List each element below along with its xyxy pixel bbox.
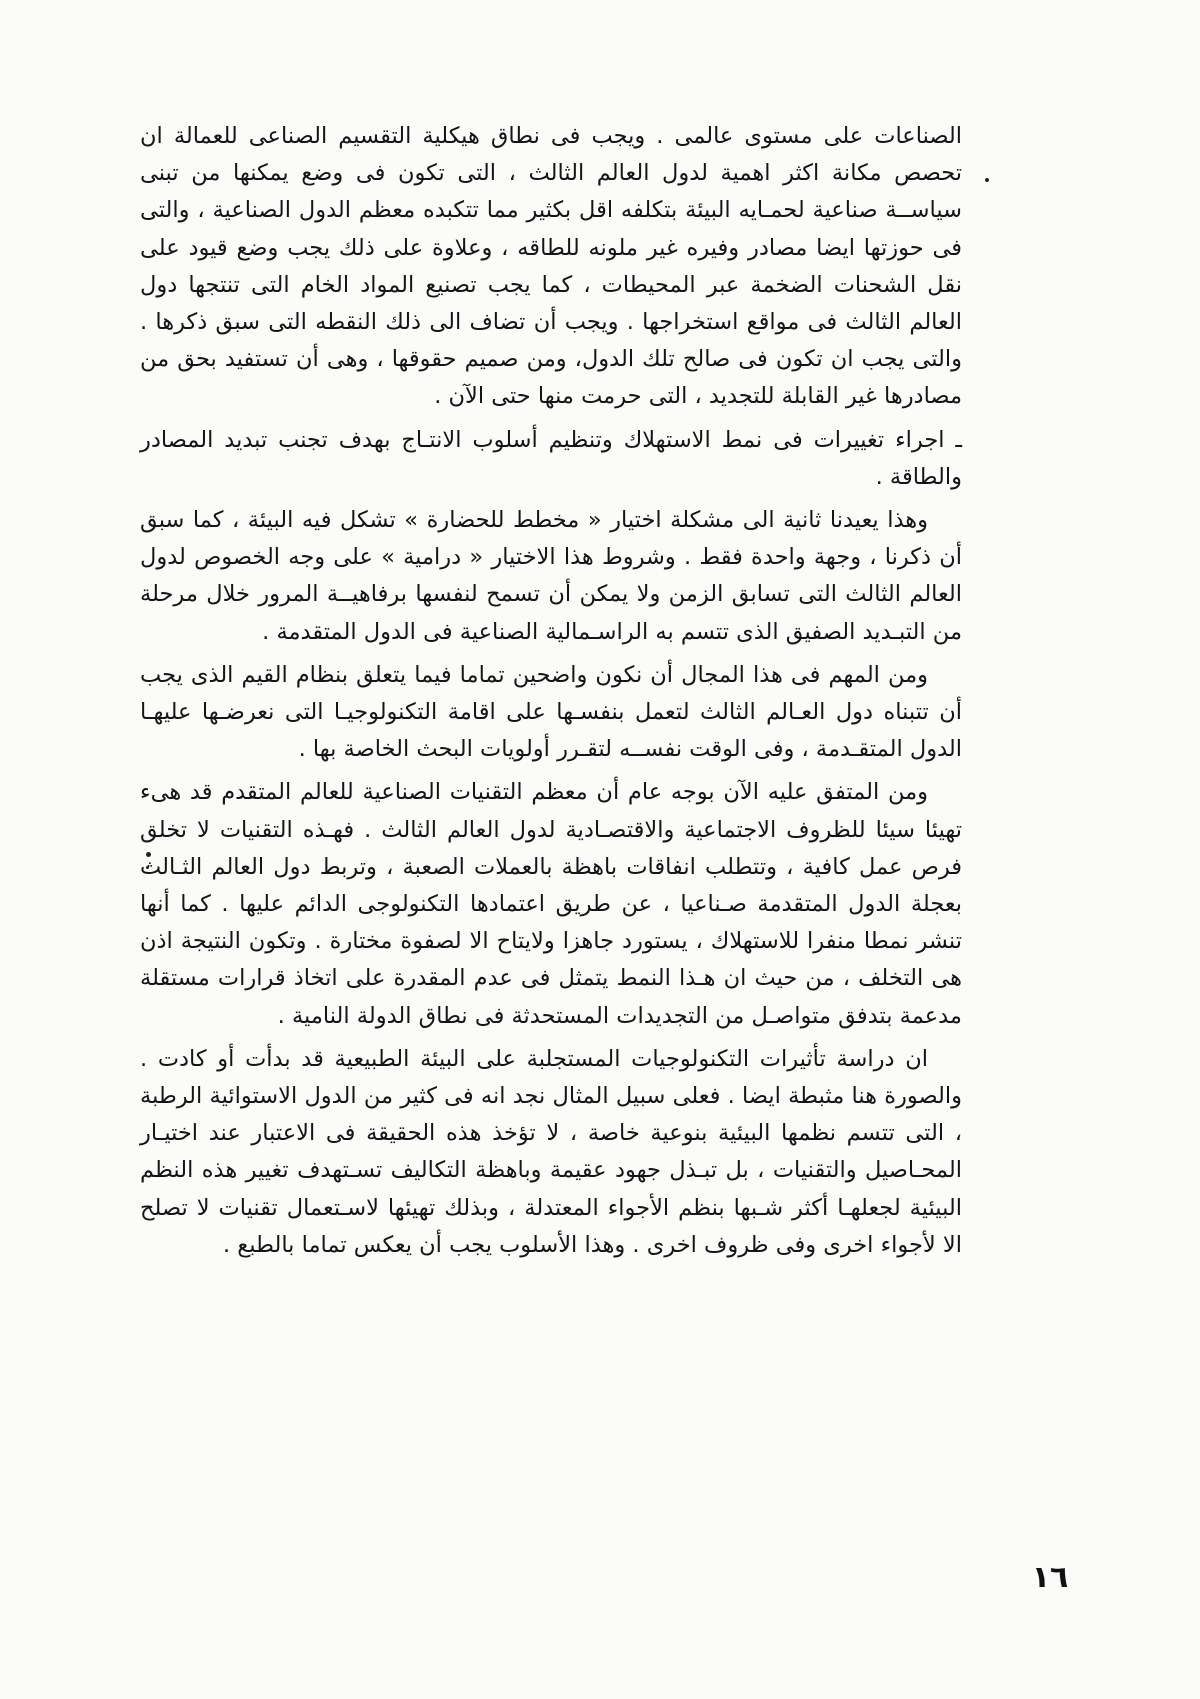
paragraph-4: ومن المتفق عليه الآن بوجه عام أن معظم التقنيات الصناعية للعالم المتقدم قد هىء تهيئا سيئا للظروف الاجتماعية والاقتصـادية لدول العالم الثالث . فهـذه التقنيات لا تخلق فرص عمل كافية ، وتتطلب انفاقات باهظة بالعملات الصعبة ، وتربط دول العالم الثـالث بعجلة الدول المتقدمة صـناعيا ، عن طريق اعتمادها التكنولوجى الدائم عليها . كما أنها تنشر نمطا منفرا للاستهلاك ، يستورد جاهزا ولايتاح الا لصفوة مختارة . وتكون النتيجة اذن هى التخلف ، من حيث ان هـذا النمط يتمثل فى عدم المقدرة على اتخاذ قرارات مستقلة مدعمة بتدفق متواصـل من التجديدات المستحدثة فى نطاق الدولة النامية . xyxy=(140,779,962,1029)
bullet-item: ـ اجراء تغييرات فى نمط الاستهلاك وتنظيم أسلوب الانتـاج بهدف تجنب تبديد المصادر والطاقة . xyxy=(140,426,962,490)
paragraph-2: وهذا يعيدنا ثانية الى مشكلة اختيار « مخطط للحضارة » تشكل فيه البيئة ، كما سبق أن ذكرنا ، وجهة واحدة فقط . وشروط هذا الاختيار « درامية » على وجه الخصوص لدول العالم الثالث التى تسابق الزمن ولا يمكن أن تسمح لنفسها برفاهيــة المرور خلال مرحلة من التبـديد الصفيق الذى تتسم به الراسـمالية الصناعية فى الدول المتقدمة . xyxy=(140,507,962,645)
paragraph-3: ومن المهم فى هذا المجال أن نكون واضحين تماما فيما يتعلق بنظام القيم الذى يجب أن تتبناه دول العـالم الثالث لتعمل بنفسـها على اقامة التكنولوجيـا التى نعرضـها عليهـا الدول المتقـدمة ، وفى الوقت نفســه لتقـرر أولويات البحث الخاصة بها . xyxy=(140,661,962,763)
page-number: ١٦ xyxy=(1031,1560,1069,1595)
paragraph-5: ان دراسة تأثيرات التكنولوجيات المستجلبة على البيئة الطبيعية قد بدأت أو كادت . والصورة هنا مثبطة ايضا . فعلى سبيل المثال نجد انه فى كثير من الدول الاستوائية الرطبة ، التى تتسم نظمها البيئية بنوعية خاصة ، لا تؤخذ هذه الحقيقة فى الاعتبار عند اختيـار المحـاصيل والتقنيات ، بل تبـذل جهود عقيمة وباهظة التكاليف تسـتهدف تغيير هذه النظم البيئية لجعلهـا أكثر شـبها بنظم الأجواء المعتدلة ، وبذلك تهيئها لاسـتعمال تقنيات لا تصلح الا لأجواء اخرى وفى ظروف اخرى . وهذا الأسلوب يجب أن يعكس تماما بالطبع . xyxy=(140,1045,962,1258)
scan-speck-top xyxy=(985,178,989,182)
paragraph-1: الصناعات على مستوى عالمى . ويجب فى نطاق هيكلية التقسيم الصناعى للعمالة ان تحصص مكانة اكثر اهمية لدول العالم الثالث ، التى تكون فى وضع يمكنها من تبنى سياســة صناعية لحمـايه البيئة بتكلفه اقل بكثير مما تتكبده معظم الدول الصناعية ، والتى فى حوزتها ايضا مصادر وفيره غير ملونه للطاقه ، وعلاوة على ذلك يجب وضع قيود على نقل الشحنات الضخمة عبر المحيطات ، كما يجب تصنيع المواد الخام التى تنتجها دول العالم الثالث فى مواقع استخراجها . ويجب أن تضاف الى ذلك النقطه التى سبق ذكرها . والتى يجب ان تكون فى صالح تلك الدول، ومن صميم حقوقها ، وهى أن تستفيد بحق من مصادرها غير القابلة للتجديد ، التى حرمت منها حتى الآن . xyxy=(140,123,962,410)
body-text xyxy=(140,118,962,1270)
